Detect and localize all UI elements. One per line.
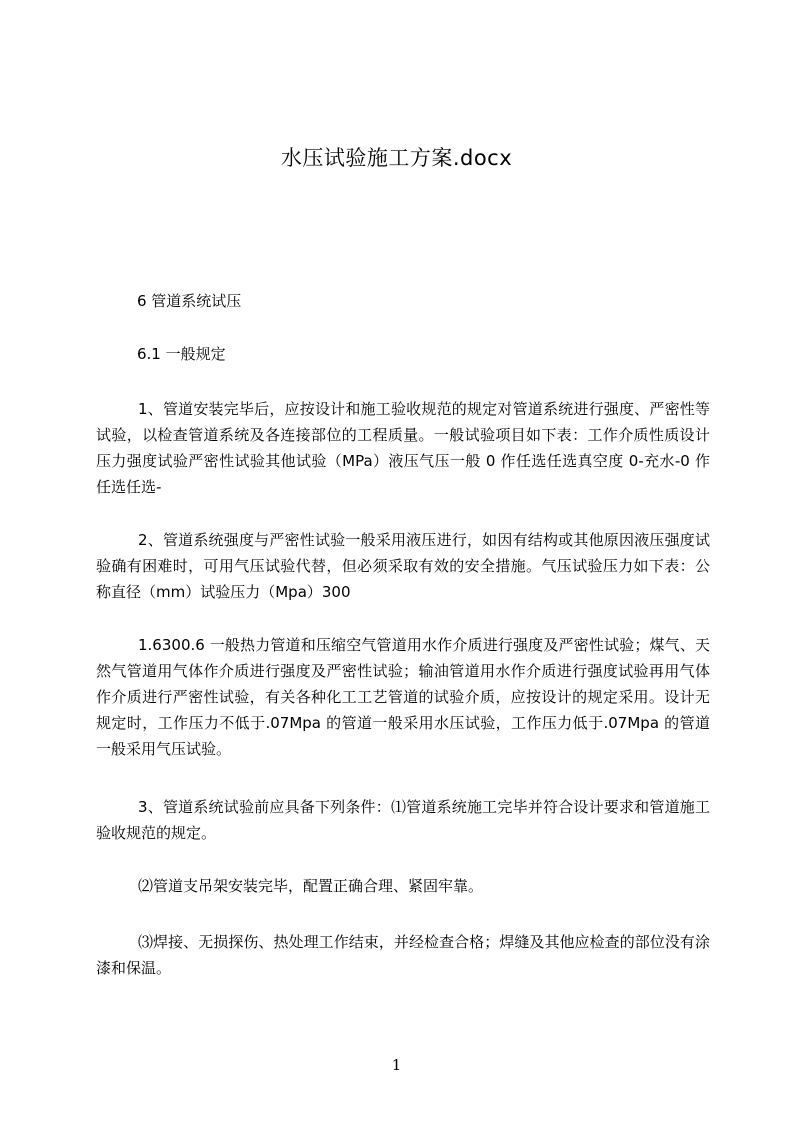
paragraph-3: 1.6300.6 一般热力管道和压缩空气管道用水作介质进行强度及严密性试验；煤气、天然气管道用气体作介质进行强度及严密性试验；输油管道用水作介质进行强度试验再用气体作介质进行严密性试验，有关各种化工工艺管道的试验介质，应按设计的规定采用。设计无规定时，工作压力不低于.07Mpa 的管道一般采用水压试验，工作压力低于.07Mpa 的管道一般采用气压试验。	[96, 636, 710, 758]
paragraph-2: 2、管道系统强度与严密性试验一般采用液压进行，如因有结构或其他原因液压强度试验确有困难时，可用气压试验代替，但必须采取有效的安全措施。气压试验压力如下表：公称直径（mm）试验压力（Mpa）300	[96, 531, 710, 601]
paragraph-5: ⑵管道支吊架安装完毕，配置正确合理、紧固牢靠。	[138, 877, 484, 895]
section-heading-6-1: 6.1 一般规定	[137, 345, 226, 363]
document-title: 水压试验施工方案.docx	[280, 146, 513, 170]
page-number: 1	[391, 1056, 402, 1074]
paragraph-1: 1、管道安装完毕后，应按设计和施工验收规范的规定对管道系统进行强度、严密性等试验，以检查管道系统及各连接部位的工程质量。一般试验项目如下表：工作介质性质设计压力强度试验严密性试验其他试验（MPa）液压气压一般 0 作任选任选真空度 0-充水-0 作任选任选-	[96, 400, 710, 496]
section-heading-6: 6 管道系统试压	[137, 292, 242, 310]
paragraph-6: ⑶焊接、无损探伤、热处理工作结束，并经检查合格；焊缝及其他应检查的部位没有涂漆和保温。	[96, 933, 710, 977]
paragraph-4: 3、管道系统试验前应具备下列条件：⑴管道系统施工完毕并符合设计要求和管道施工验收规范的规定。	[96, 798, 710, 842]
